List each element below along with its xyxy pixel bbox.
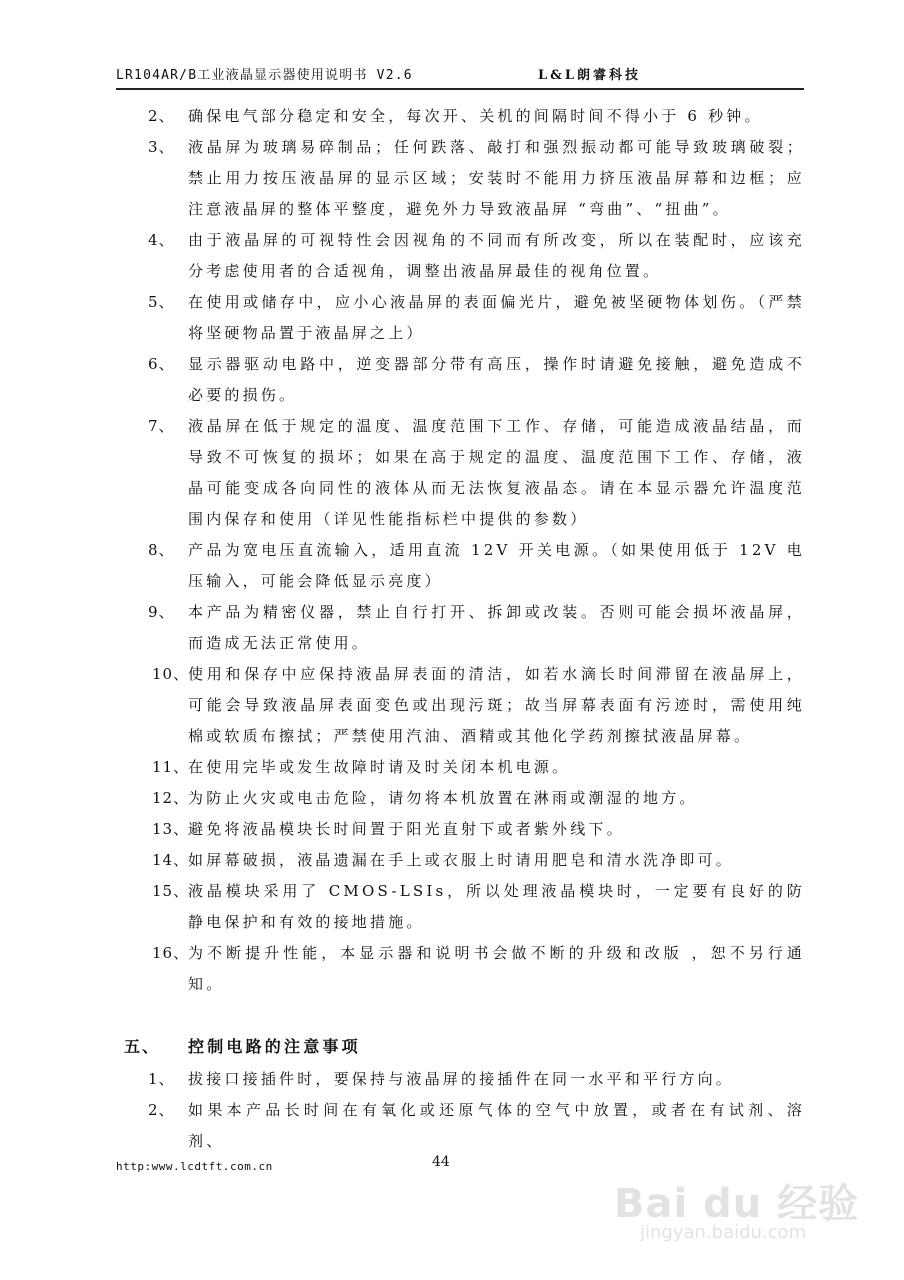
list-item (148, 287, 805, 349)
list-item-number: 4、 (148, 231, 175, 249)
list-item-text: 如屏幕破损，液晶遗漏在手上或衣服上时请用肥皂和清水洗净即可。 (188, 851, 735, 869)
watermark-logo: Bai du 经验 (614, 1181, 860, 1227)
list-item (148, 938, 805, 1000)
list-item-number: 7、 (148, 417, 175, 435)
section-heading (124, 1030, 904, 1064)
list-item (148, 814, 805, 845)
list-item-number: 14、 (152, 851, 190, 869)
list-item-text: 在使用或储存中，应小心液晶屏的表面偏光片，避免被坚硬物体划伤。（严禁将坚硬物品置于液晶屏之上） (188, 293, 805, 342)
list-item (148, 225, 805, 287)
page-footer (116, 1154, 804, 1186)
list-item (148, 132, 805, 225)
list-item (148, 1095, 805, 1150)
list-item-number: 3、 (148, 138, 175, 156)
list-item-text: 为不断提升性能，本显示器和说明书会做不断的升级和改版 ，恕不另行通知。 (188, 944, 805, 993)
footer-website: http:www.lcdtft.com.cn (116, 1160, 273, 1173)
list-item-number: 12、 (152, 789, 190, 807)
list-item-number: 13、 (152, 820, 190, 838)
list-item (148, 659, 805, 752)
list-item-number: 11、 (152, 758, 190, 776)
watermark-url: jingyan.baidu.com (640, 1222, 807, 1243)
list-item-text: 如果本产品长时间在有氧化或还原气体的空气中放置，或者在有试剂、溶剂、 (188, 1101, 805, 1150)
list-item (148, 845, 805, 876)
list-item (148, 101, 805, 132)
list-item-text: 液晶模块采用了 CMOS-LSIs，所以处理液晶模块时，一定要有良好的防静电保护和有效的接地措施。 (188, 882, 805, 931)
list-item-number: 6、 (148, 355, 175, 373)
list-item-number: 5、 (148, 293, 175, 311)
list-item (148, 411, 805, 535)
page-content (0, 101, 904, 1150)
list-item-text: 确保电气部分稳定和安全，每次开、关机的间隔时间不得小于 6 秒钟。 (188, 107, 763, 125)
list-item-number: 2、 (148, 1101, 175, 1119)
list-item (148, 597, 805, 659)
list-item-number: 2、 (148, 107, 175, 125)
list-item-text: 本产品为精密仪器，禁止自行打开、拆卸或改装。否则可能会损坏液晶屏，而造成无法正常使用。 (188, 603, 805, 652)
list-item (148, 535, 805, 597)
list-item-text: 液晶屏为玻璃易碎制品；任何跌落、敲打和强烈振动都可能导致玻璃破裂；禁止用力按压液晶屏的显示区域；安装时不能用力挤压液晶屏幕和边框；应注意液晶屏的整体平整度，避免外力导致液晶屏 “弯曲”、“扭曲”。 (188, 138, 805, 218)
list-item (148, 876, 805, 938)
list-item-text: 避免将液晶模块长时间置于阳光直射下或者紫外线下。 (188, 820, 625, 838)
header-document-title: LR104AR/B工业液晶显示器使用说明书 V2.6 (116, 68, 413, 83)
list-item-text: 由于液晶屏的可视特性会因视角的不同而有所改变，所以在装配时，应该充分考虑使用者的合适视角，调整出液晶屏最佳的视角位置。 (188, 231, 805, 280)
list-item (148, 1064, 805, 1095)
list-item-number: 9、 (148, 603, 175, 621)
list-item-number: 15、 (152, 882, 190, 900)
list-item-number: 10、 (152, 665, 190, 683)
page-number: 44 (432, 1154, 450, 1170)
page-header (116, 62, 804, 90)
list-item-text: 使用和保存中应保持液晶屏表面的清洁，如若水滴长时间滞留在液晶屏上，可能会导致液晶屏表面变色或出现污斑；故当屏幕表面有污迹时，需使用纯棉或软质布擦拭；严禁使用汽油、酒精或其他化学药剂擦拭液晶屏幕。 (188, 665, 805, 745)
list-item (148, 783, 805, 814)
list-item-number: 16、 (152, 944, 190, 962)
list-item-text: 显示器驱动电路中，逆变器部分带有高压，操作时请避免接触，避免造成不必要的损伤。 (188, 355, 805, 404)
list-item (148, 752, 805, 783)
list-item-text: 液晶屏在低于规定的温度、温度范围下工作、存储，可能造成液晶结晶，而导致不可恢复的损坏；如果在高于规定的温度、温度范围下工作、存储，液晶可能变成各向同性的液体从而无法恢复液晶态。请在本显示器允许温度范围内保存和使用（详见性能指标栏中提供的参数） (188, 417, 805, 528)
list-item-text: 为防止火灾或电击危险，请勿将本机放置在淋雨或潮湿的地方。 (188, 789, 698, 807)
list-item-number: 1、 (148, 1070, 175, 1088)
section-title: 控制电路的注意事项 (188, 1037, 361, 1056)
header-company-name: L&L朗睿科技 (538, 68, 642, 83)
list-item-number: 8、 (148, 541, 175, 559)
section-number: 五、 (124, 1037, 161, 1056)
list-item-text: 在使用完毕或发生故障时请及时关闭本机电源。 (188, 758, 571, 776)
list-item (148, 349, 805, 411)
list-item-text: 产品为宽电压直流输入，适用直流 12V 开关电源。（如果使用低于 12V 电压输入，可能会降低显示亮度） (188, 541, 805, 590)
list-item-text: 拔接口接插件时，要保持与液晶屏的接插件在同一水平和平行方向。 (188, 1070, 735, 1088)
